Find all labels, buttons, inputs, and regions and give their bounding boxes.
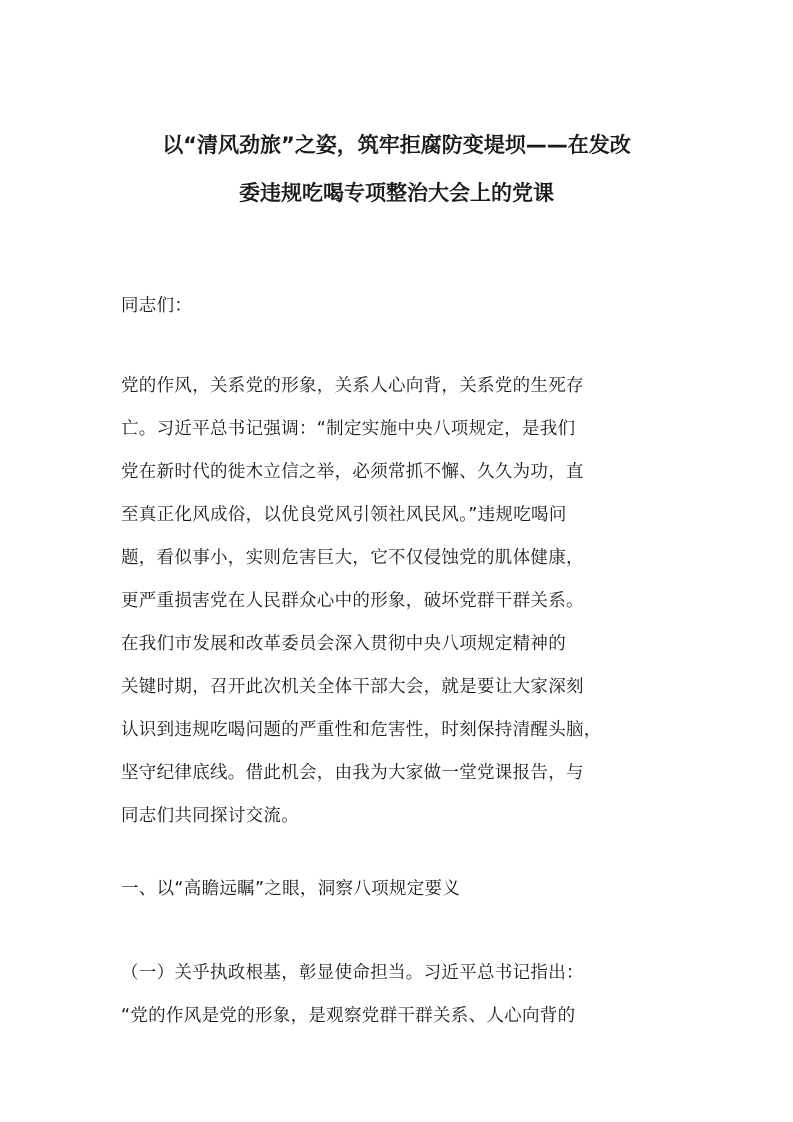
paragraph-line: （一）关乎执政根基，彰显使命担当。习近平总书记指出： xyxy=(121,963,584,983)
paragraph-line: “党的作风是党的形象，是观察党群干群关系、人心向背的 xyxy=(121,1006,576,1026)
paragraph-line: 在我们市发展和改革委员会深入贯彻中央八项规定精神的 xyxy=(121,634,566,654)
paragraph-line: 更严重损害党在人民群众心中的形象，破坏党群干群关系。 xyxy=(121,591,584,611)
paragraph-line: 至真正化风成俗，以优良党风引领社风民风。”违规吃喝问 xyxy=(121,505,567,525)
salutation: 同志们： xyxy=(121,296,193,316)
paragraph-line: 认识到违规吃喝问题的严重性和危害性，时刻保持清醒头脑， xyxy=(121,720,602,740)
document-title-line-2: 委违规吃喝专项整治大会上的党课 xyxy=(239,181,554,205)
section-heading-1: 一、以“高瞻远瞩”之眼，洞察八项规定要义 xyxy=(121,879,461,899)
paragraph-line: 同志们共同探讨交流。 xyxy=(121,806,299,826)
paragraph-line: 党在新时代的徙木立信之举，必须常抓不懈、久久为功，直 xyxy=(121,462,584,482)
paragraph-line: 党的作风，关系党的形象，关系人心向背，关系党的生死存 xyxy=(121,376,584,396)
paragraph-line: 亡。习近平总书记强调：“制定实施中央八项规定，是我们 xyxy=(121,419,576,439)
paragraph-line: 关键时期，召开此次机关全体干部大会，就是要让大家深刻 xyxy=(121,677,584,697)
paragraph-line: 题，看似事小，实则危害巨大，它不仅侵蚀党的肌体健康， xyxy=(121,548,584,568)
document-title-line-1: 以“清风劲旅”之姿，筑牢拒腐防变堤坝——在发改 xyxy=(162,133,631,157)
paragraph-line: 坚守纪律底线。借此机会，由我为大家做一堂党课报告，与 xyxy=(121,763,584,783)
